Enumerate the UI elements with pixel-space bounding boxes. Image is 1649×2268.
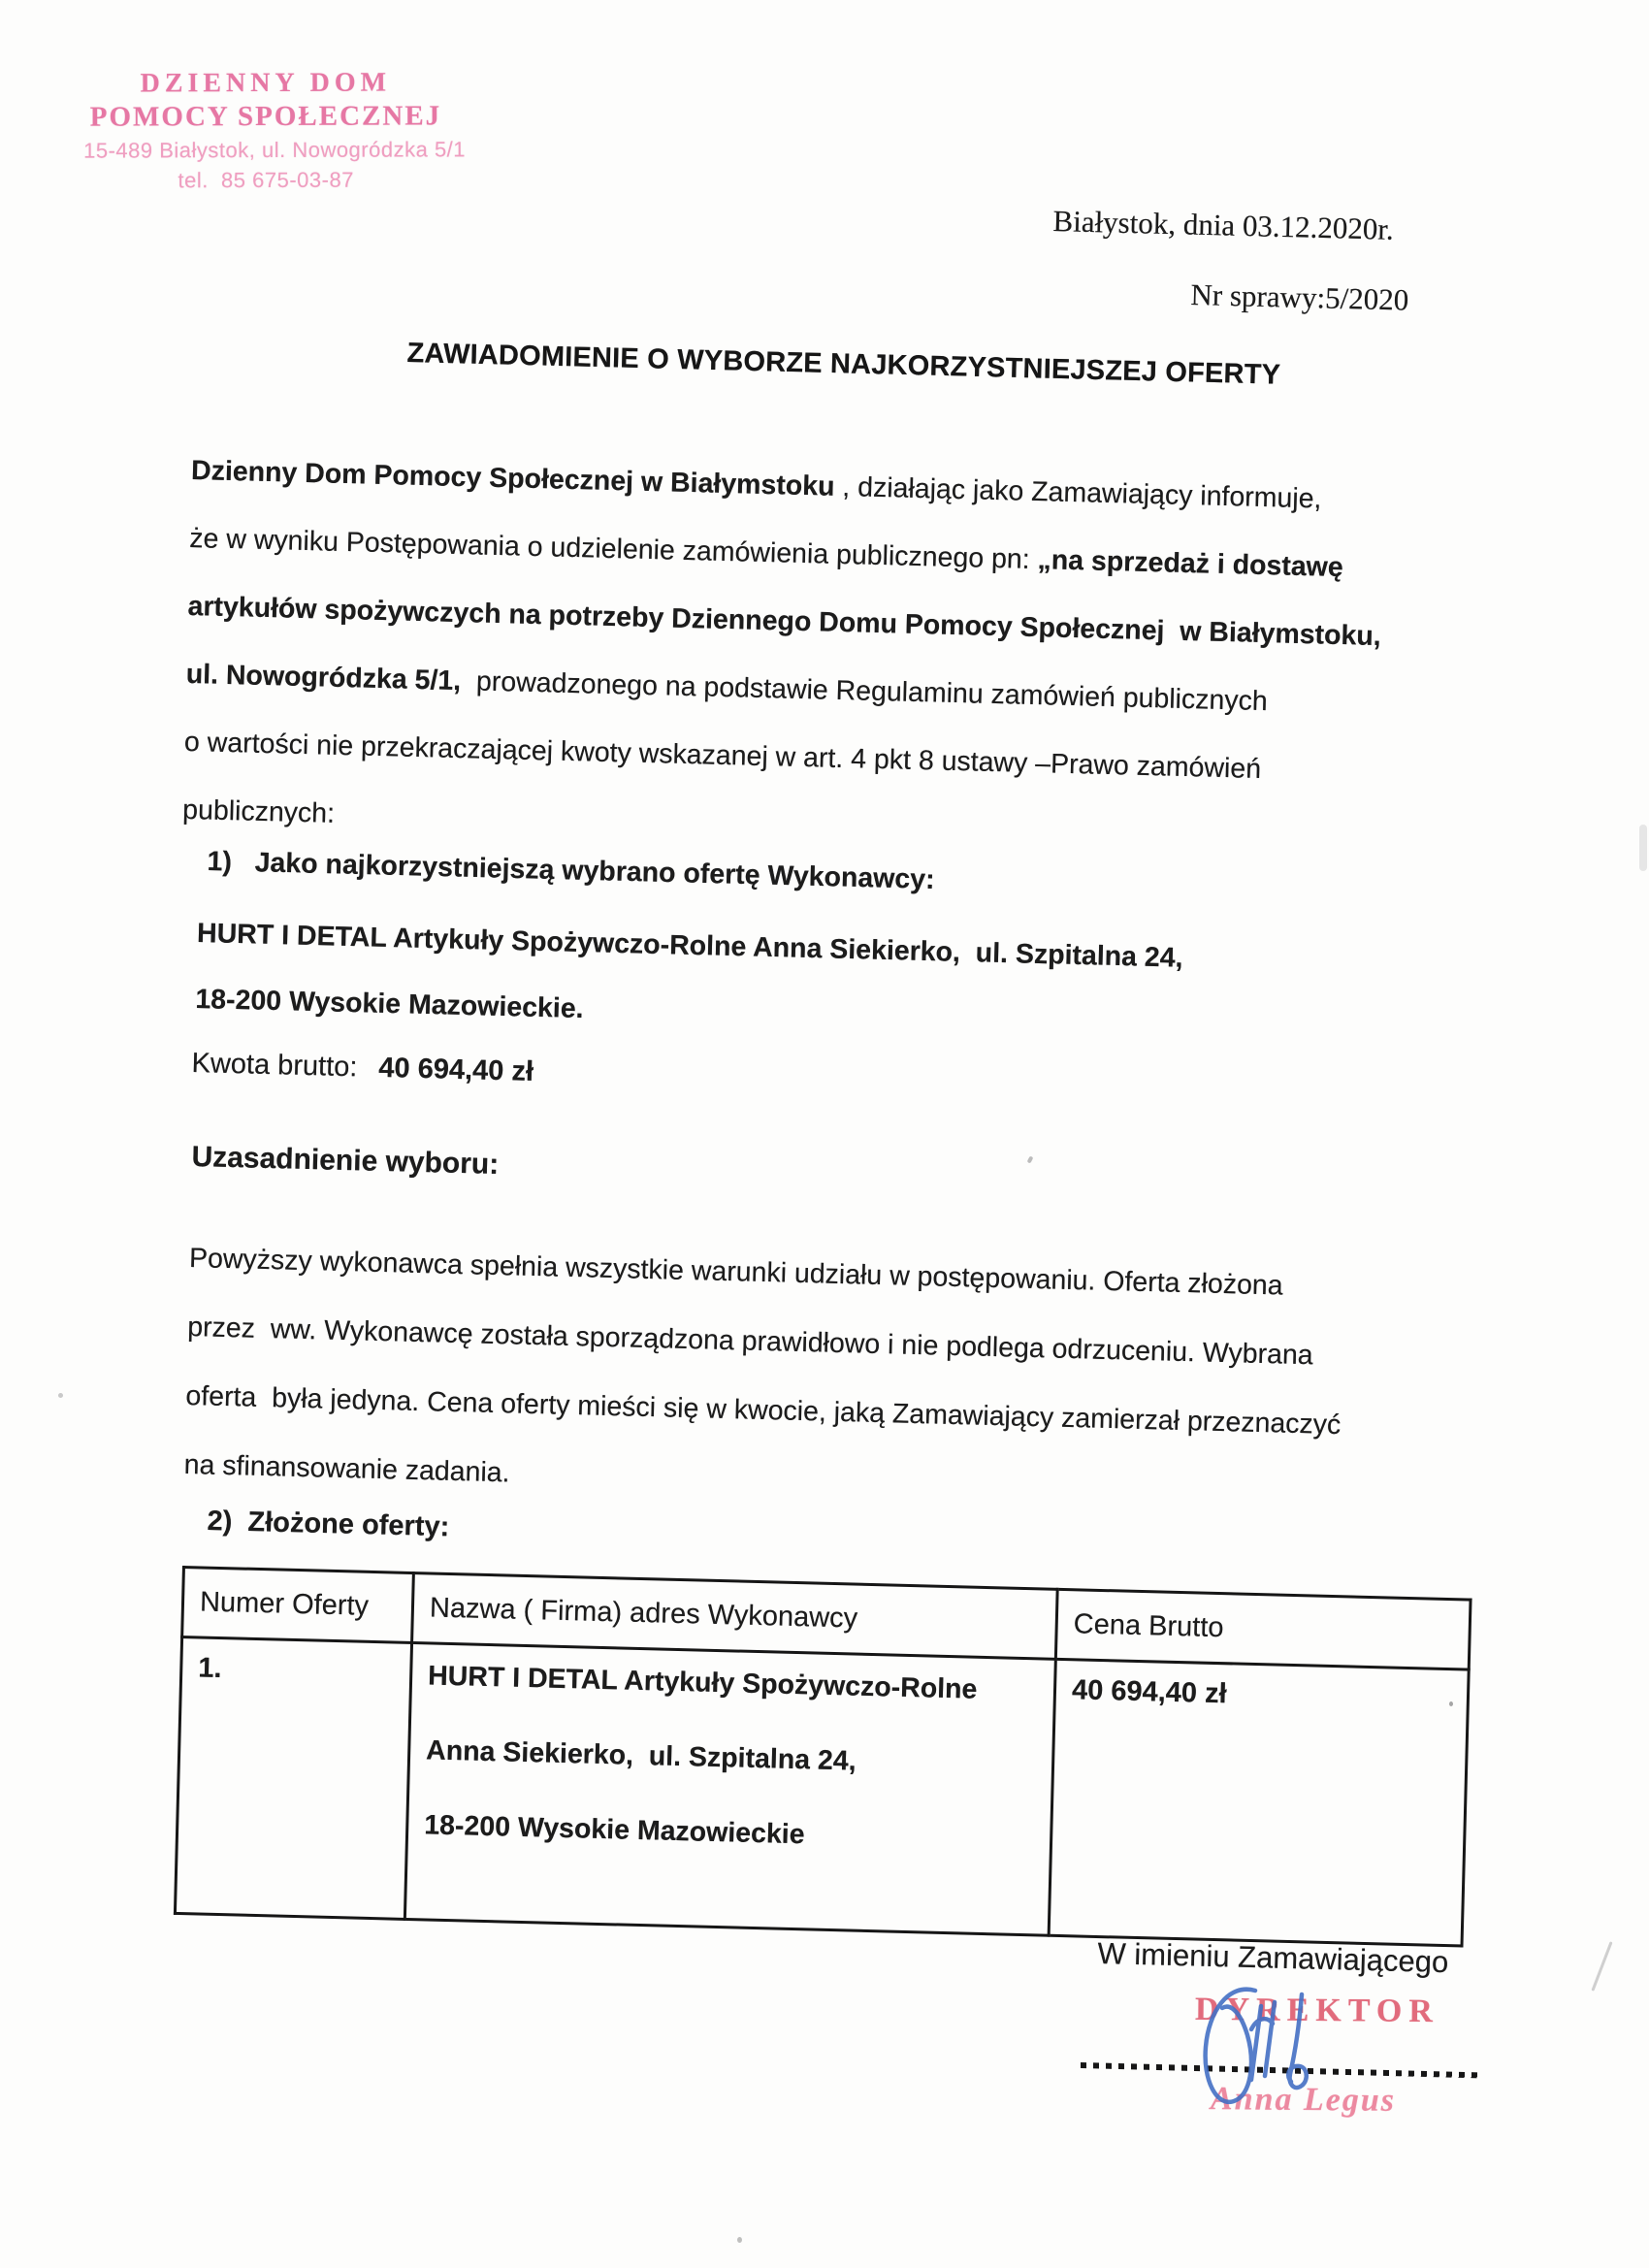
- justification-heading: Uzasadnienie wyboru:: [191, 1141, 500, 1182]
- col-header-vendor-name: Nazwa ( Firma) adres Wykonawcy: [412, 1573, 1058, 1660]
- case-number: Nr sprawy:5/2020: [1190, 277, 1409, 317]
- text-segment: , działając jako Zamawiający informuje,: [841, 470, 1322, 515]
- text-segment: Dzienny Dom Pomocy Społecznej w Białymstoku: [190, 454, 843, 502]
- vendor-name-line: HURT I DETAL Artykuły Spożywczo-Rolne: [427, 1660, 978, 1705]
- list-item-2: 2) Złożone oferty:: [207, 1506, 450, 1543]
- director-name-stamp: Anna Legus: [1210, 2081, 1397, 2119]
- vendor-line: 18-200 Wysokie Mazowieckie.: [195, 983, 584, 1025]
- col-header-offer-number: Numer Oferty: [182, 1568, 414, 1643]
- gross-amount-line: [191, 1048, 534, 1088]
- text-line: na sfinansowanie zadania.: [183, 1448, 510, 1489]
- text-segment: publicznych:: [181, 794, 336, 829]
- org-stamp-address: 15-489 Białystok, ul. Nowogródzka 5/1: [83, 137, 467, 163]
- gross-amount-label: Kwota brutto:: [191, 1048, 358, 1084]
- text-line: przez ww. Wykonawcę została sporządzona prawidłowo i nie podlega odrzuceniu. Wybrana: [186, 1311, 1314, 1372]
- col-header-gross-price: Cena Brutto: [1055, 1589, 1471, 1669]
- org-stamp-phone: tel. 85 675-03-87: [178, 167, 354, 193]
- list-item-1: 1) Jako najkorzystniejszą wybrano ofertę Wykonawcy:: [207, 846, 935, 895]
- text-segment: „na sprzedaż i dostawę: [1037, 544, 1344, 584]
- gross-amount-value: 40 694,40 zł: [378, 1052, 534, 1087]
- offers-table-wrapper: [174, 1566, 1472, 1948]
- place-date: Białystok, dnia 03.12.2020r.: [1052, 204, 1395, 246]
- cell-offer-number: 1.: [175, 1637, 411, 1920]
- intro-paragraph: [181, 437, 1385, 874]
- scan-artifact: [58, 1393, 63, 1398]
- scan-artifact: [1027, 1155, 1034, 1163]
- text-segment: o wartości nie przekraczającej kwoty wskazanej w art. 4 pkt 8 ustawy –Prawo zamówień: [183, 726, 1262, 785]
- scan-artifact: [1639, 825, 1647, 871]
- vendor-line: HURT I DETAL Artykuły Spożywczo-Rolne Anna Siekierko, ul. Szpitalna 24,: [196, 917, 1183, 974]
- document-title: ZAWIADOMIENIE O WYBORZE NAJKORZYSTNIEJSZEJ OFERTY: [406, 338, 1281, 391]
- organization-stamp: [83, 67, 467, 193]
- text-segment: prowadzonego na podstawie Regulaminu zamówień publicznych: [460, 665, 1269, 718]
- handwritten-signature: [1199, 1979, 1335, 2124]
- selected-vendor: [195, 900, 1184, 1057]
- text-segment: ul. Nowogródzka 5/1,: [185, 658, 462, 697]
- cell-vendor-name: [404, 1643, 1055, 1936]
- vendor-name-line: Anna Siekierko, ul. Szpitalna 24,: [425, 1734, 857, 1777]
- text-line: Powyższy wykonawca spełnia wszystkie warunki udziału w postępowaniu. Oferta złożona: [188, 1242, 1284, 1302]
- on-behalf-label: W imieniu Zamawiającego: [1097, 1936, 1449, 1980]
- text-line: oferta była jedyna. Cena oferty mieści się w kwocie, jaką Zamawiający zamierzał przeznaczyć: [185, 1379, 1342, 1442]
- vendor-name-line: 18-200 Wysokie Mazowieckie: [423, 1809, 805, 1851]
- scan-artifact: [1591, 1941, 1612, 1991]
- scan-artifact: [737, 2237, 742, 2243]
- text-segment: artykułów spożywczych na potrzeby Dziennego Domu Pomocy Społecznej w Białymstoku,: [187, 590, 1382, 653]
- cell-gross-price: 40 694,40 zł: [1049, 1659, 1469, 1946]
- director-stamp: DYREKTOR: [1194, 1991, 1440, 2030]
- org-stamp-name-line2: POMOCY SPOŁECZNEJ: [89, 100, 442, 133]
- org-stamp-name-line1: DZIENNY DOM: [140, 67, 392, 99]
- offers-table: [174, 1566, 1472, 1948]
- justification-paragraph: [183, 1224, 1345, 1529]
- text-segment: że w wyniku Postępowania o udzielenie zamówienia publicznego pn:: [188, 522, 1038, 576]
- table-row: [175, 1637, 1469, 1946]
